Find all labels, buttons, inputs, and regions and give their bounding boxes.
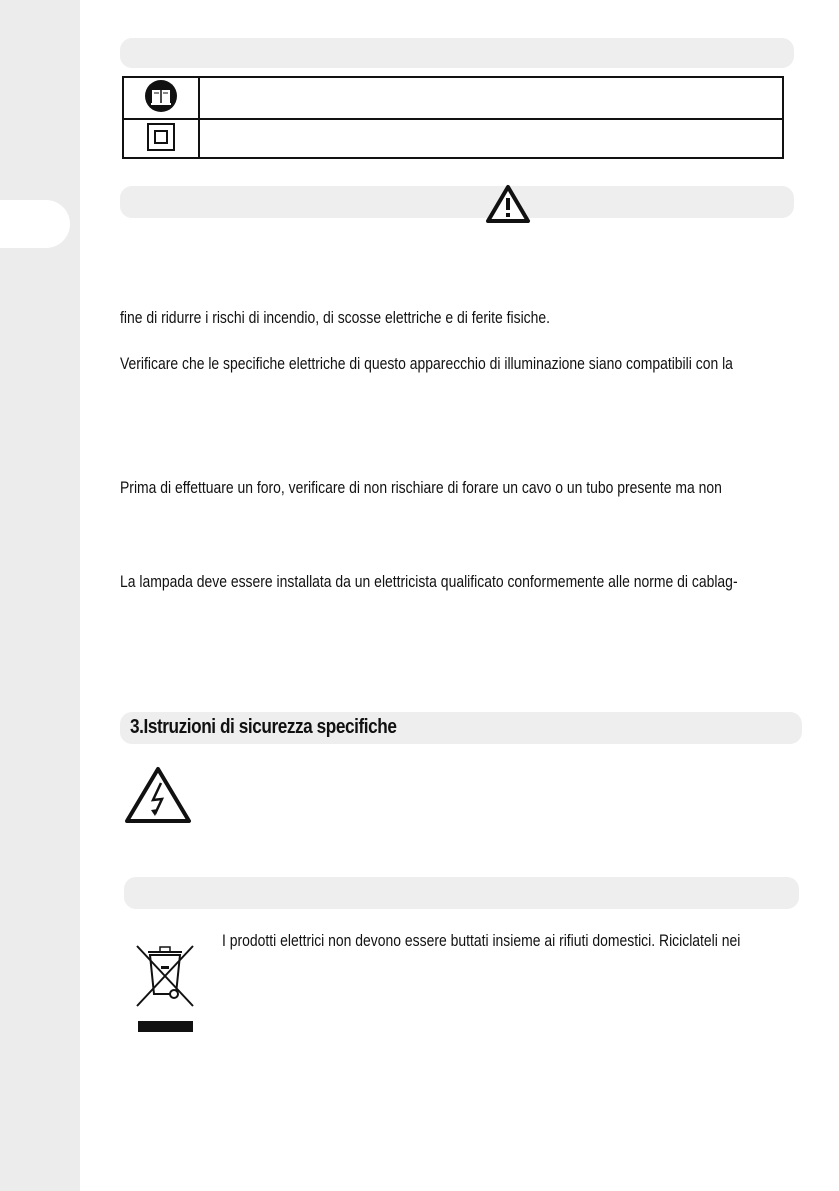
symbol-cell xyxy=(124,119,200,159)
side-tab xyxy=(0,200,70,248)
symbols-row xyxy=(124,78,782,120)
paragraph-line: Prima di effettuare un foro, verificare di non rischiare di forare un cavo o un tubo presente ma non xyxy=(120,478,722,497)
symbols-row xyxy=(124,119,782,159)
class-ii-double-insulation-icon xyxy=(146,122,176,157)
paragraph-line: I prodotti elettrici non devono essere buttati insieme ai rifiuti domestici. Riciclateli nei xyxy=(222,931,741,950)
section-bar-general-safety xyxy=(120,186,794,218)
read-manual-icon xyxy=(144,79,178,118)
electric-hazard-icon xyxy=(124,766,192,829)
paragraph-line: La lampada deve essere installata da un elettricista qualificato conformemente alle norme di cablag- xyxy=(120,572,738,591)
weee-bar xyxy=(138,1021,193,1032)
section-bar-specific-safety xyxy=(120,712,802,744)
symbol-cell xyxy=(124,78,200,118)
section-bar-symbols xyxy=(120,38,794,68)
section-title: 3.Istruzioni di sicurezza specifiche xyxy=(130,716,397,738)
paragraph-line: Verificare che le specifiche elettriche di questo apparecchio di illuminazione siano compatibili con la xyxy=(120,354,733,373)
side-strip xyxy=(0,0,80,1191)
symbols-table xyxy=(122,76,784,159)
section-bar-disposal xyxy=(124,877,799,909)
paragraph-line: fine di ridurre i rischi di incendio, di scosse elettriche e di ferite fisiche. xyxy=(120,308,551,327)
crossed-out-bin-icon xyxy=(134,944,196,1013)
warning-triangle-icon xyxy=(485,184,531,229)
